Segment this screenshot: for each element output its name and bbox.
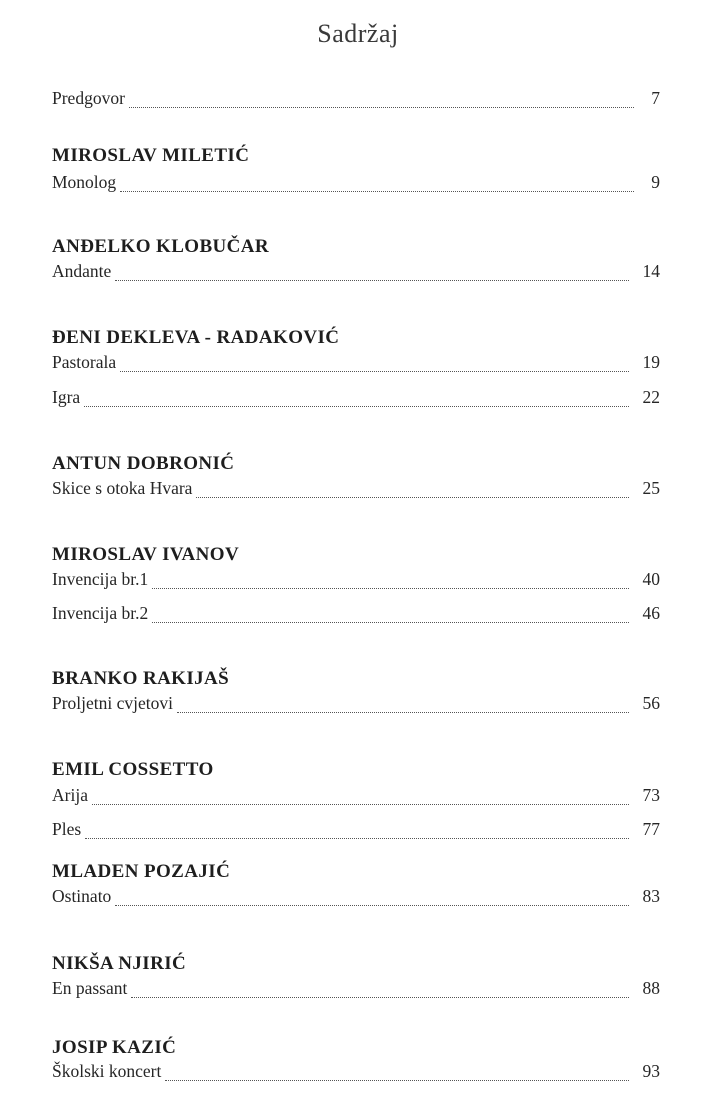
entry-title: Proljetni cvjetovi <box>52 693 174 713</box>
toc-entry[interactable] <box>52 567 660 589</box>
page-number: 40 <box>642 569 660 589</box>
page-number: 19 <box>642 352 660 372</box>
dot-leader <box>165 1066 628 1081</box>
entry-title: Invencija br.2 <box>52 603 149 623</box>
entry-title: Pastorala <box>52 352 117 372</box>
page-number: 73 <box>642 785 660 805</box>
dot-leader <box>131 983 628 998</box>
composer-heading: ANTUN DOBRONIĆ <box>52 453 235 474</box>
composer-heading: MLADEN POZAJIĆ <box>52 861 231 882</box>
dot-leader <box>115 891 628 906</box>
toc-entry[interactable] <box>52 170 660 192</box>
entry-title: Ples <box>52 819 82 839</box>
toc-entry[interactable] <box>52 783 660 805</box>
page-number: 83 <box>642 886 660 906</box>
dot-leader <box>129 93 634 108</box>
page-number: 56 <box>642 693 660 713</box>
page-number: 9 <box>651 172 660 192</box>
dot-leader <box>177 698 628 713</box>
entry-title: Monolog <box>52 172 117 192</box>
composer-heading: EMIL COSSETTO <box>52 759 214 780</box>
composer-heading: BRANKO RAKIJAŠ <box>52 668 230 689</box>
toc-entry[interactable] <box>52 385 660 407</box>
composer-heading: MIROSLAV IVANOV <box>52 544 240 565</box>
entry-title: En passant <box>52 978 128 998</box>
dot-leader <box>152 574 628 589</box>
entry-title: Skice s otoka Hvara <box>52 478 193 498</box>
page-number: 46 <box>642 603 660 623</box>
dot-leader <box>120 357 628 372</box>
dot-leader <box>196 483 628 498</box>
toc-entry-preface[interactable] <box>52 86 660 108</box>
toc-entry[interactable] <box>52 884 660 906</box>
composer-heading: ĐENI DEKLEVA - RADAKOVIĆ <box>52 327 340 348</box>
entry-title: Ostinato <box>52 886 112 906</box>
toc-entry[interactable] <box>52 476 660 498</box>
page-number: 88 <box>642 978 660 998</box>
toc-entry[interactable] <box>52 350 660 372</box>
toc-entry[interactable] <box>52 817 660 839</box>
page-number: 25 <box>642 478 660 498</box>
entry-title: Igra <box>52 387 81 407</box>
composer-heading: ANĐELKO KLOBUČAR <box>52 236 270 257</box>
entry-title: Predgovor <box>52 88 125 108</box>
entry-title: Školski koncert <box>52 1061 162 1081</box>
composer-heading: NIKŠA NJIRIĆ <box>52 953 187 974</box>
toc-entry[interactable] <box>52 691 660 713</box>
page-number: 93 <box>642 1061 660 1081</box>
page-title: Sadržaj <box>317 19 399 48</box>
entry-title: Arija <box>52 785 88 805</box>
composer-heading: JOSIP KAZIĆ <box>52 1037 177 1058</box>
dot-leader <box>84 392 628 407</box>
page-number: 22 <box>642 387 660 407</box>
toc-entry[interactable] <box>52 259 660 281</box>
dot-leader <box>120 177 634 192</box>
entry-title: Invencija br.1 <box>52 569 149 589</box>
dot-leader <box>152 608 628 623</box>
toc-entry[interactable] <box>52 601 660 623</box>
toc-entry[interactable] <box>52 1059 660 1081</box>
entry-title: Andante <box>52 261 112 281</box>
page-number: 14 <box>642 261 660 281</box>
dot-leader <box>92 790 629 805</box>
page-number: 7 <box>651 88 660 108</box>
dot-leader <box>115 266 628 281</box>
composer-heading: MIROSLAV MILETIĆ <box>52 145 250 166</box>
toc-entry[interactable] <box>52 976 660 998</box>
dot-leader <box>85 824 628 839</box>
page-number: 77 <box>642 819 660 839</box>
